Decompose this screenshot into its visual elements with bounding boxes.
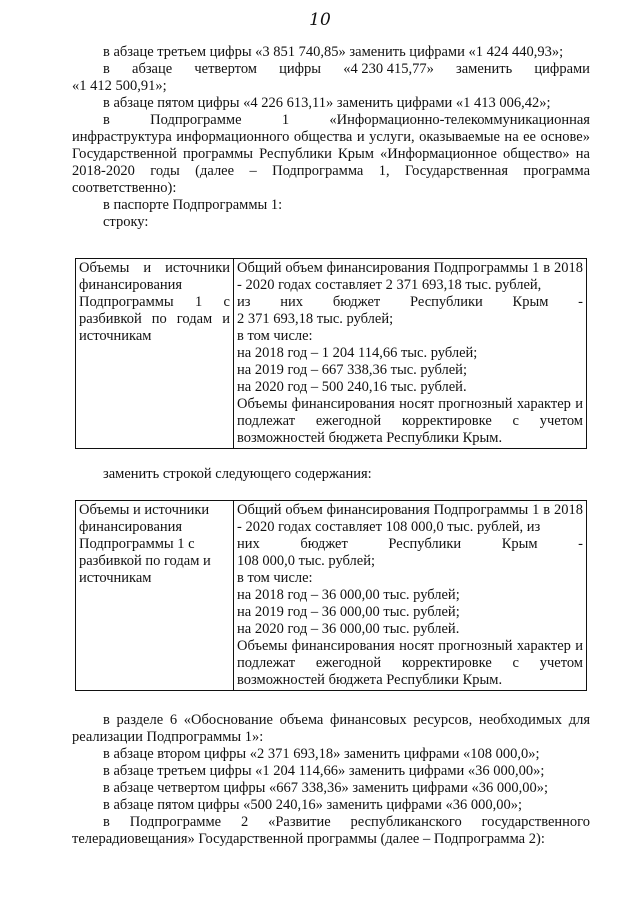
table-old-line-3: 2 371 693,18 тыс. рублей; bbox=[237, 311, 394, 327]
table-old bbox=[75, 258, 587, 449]
word: Крым bbox=[501, 536, 538, 552]
table-old-line-6: на 2019 год – 667 338,36 тыс. рублей; bbox=[237, 362, 467, 378]
page-number: 10 bbox=[309, 10, 331, 30]
word: Крым bbox=[512, 294, 549, 310]
table-old-content-cell bbox=[234, 259, 587, 449]
table-old-line-2 bbox=[237, 294, 583, 311]
outro-paragraph-5: в абзаце пятом цифры «500 240,16» заменить цифрами «36 000,00»; bbox=[103, 797, 523, 813]
table-old-line-8: Объемы финансирования носят прогнозный характер и подлежат ежегодной корректировке с учетом возможностей бюджета Республики Крым. bbox=[237, 396, 583, 446]
table-row bbox=[76, 501, 587, 691]
table-new-line-6: на 2019 год – 36 000,00 тыс. рублей; bbox=[237, 604, 460, 620]
outro-paragraph-6-rest: телерадиовещания» Государственной программы (далее – Подпрограмма 2): bbox=[72, 831, 545, 847]
word: из bbox=[237, 294, 251, 310]
replace-line: заменить строкой следующего содержания: bbox=[103, 466, 372, 482]
word: 1 bbox=[281, 112, 290, 128]
intro-paragraph-5: в паспорте Подпрограммы 1: bbox=[103, 197, 283, 213]
table-old-line-1: Общий объем финансирования Подпрограммы 1 в 2018 - 2020 годах составляет 2 371 693,18 тыс. рублей, bbox=[237, 260, 583, 293]
table-new-content-cell bbox=[234, 501, 587, 691]
word: государственного bbox=[481, 814, 590, 830]
outro-block bbox=[72, 712, 590, 848]
word: них bbox=[280, 294, 304, 310]
table-new-line-2 bbox=[237, 536, 583, 553]
word: них bbox=[237, 536, 260, 552]
word: заменить bbox=[456, 61, 513, 77]
intro-paragraph-3: в абзаце пятом цифры «4 226 613,11» заменить цифрами «1 413 006,42»; bbox=[103, 95, 551, 111]
table-new-line-1: Общий объем финансирования Подпрограммы 1 в 2018 - 2020 годах составляет 108 000,0 тыс. рублей, из bbox=[237, 502, 583, 535]
word: цифрами bbox=[534, 61, 590, 77]
table-new-line-7: на 2020 год – 36 000,00 тыс. рублей. bbox=[237, 621, 460, 637]
word: республиканского bbox=[350, 814, 462, 830]
word: Подпрограмме bbox=[150, 112, 242, 128]
word: Республики bbox=[410, 294, 483, 310]
intro-paragraph-2-end: «1 412 500,91»; bbox=[72, 78, 167, 94]
outro-paragraph-4: в абзаце четвертом цифры «667 338,36» заменить цифрами «36 000,00»; bbox=[103, 780, 548, 796]
intro-paragraph-4-line bbox=[72, 112, 590, 129]
table-new-line-3: 108 000,0 тыс. рублей; bbox=[237, 553, 375, 569]
word: - bbox=[578, 536, 583, 552]
word: «Развитие bbox=[268, 814, 331, 830]
table-new-label-cell: Объемы и источники финансирования Подпрограммы 1 с разбивкой по годам и источникам bbox=[76, 501, 234, 691]
word: Республики bbox=[388, 536, 462, 552]
table-new bbox=[75, 500, 587, 691]
outro-paragraph-2: в абзаце втором цифры «2 371 693,18» заменить цифрами «108 000,0»; bbox=[103, 746, 540, 762]
word: - bbox=[578, 294, 583, 310]
word: цифры bbox=[279, 61, 322, 77]
word: бюджет bbox=[332, 294, 381, 310]
table-old-line-5: на 2018 год – 1 204 114,66 тыс. рублей; bbox=[237, 345, 478, 361]
table-old-line-7: на 2020 год – 500 240,16 тыс. рублей. bbox=[237, 379, 467, 395]
intro-paragraph-4-rest: инфраструктура информационного общества и услуги, оказываемые на ее основе» Государственной программы Республики Крым «Информационное общество» на 2018-2020 годы (далее – Подпрограмма 1, Государственная программа соответственно): bbox=[72, 129, 590, 196]
intro-paragraph-1: в абзаце третьем цифры «3 851 740,85» заменить цифрами «1 424 440,93»; bbox=[103, 44, 564, 60]
replace-block bbox=[72, 466, 590, 483]
word: бюджет bbox=[300, 536, 348, 552]
table-old-line-4: в том числе: bbox=[237, 328, 313, 344]
table-new-line-4: в том числе: bbox=[237, 570, 313, 586]
table-row bbox=[76, 259, 587, 449]
word: абзаце bbox=[132, 61, 173, 77]
outro-paragraph-1: в разделе 6 «Обоснование объема финансовых ресурсов, необходимых для реализации Подпрограммы 1»: bbox=[72, 712, 590, 745]
intro-paragraph-6: строку: bbox=[103, 214, 149, 230]
word: в bbox=[103, 112, 110, 128]
table-new-line-5: на 2018 год – 36 000,00 тыс. рублей; bbox=[237, 587, 460, 603]
word: «4 230 415,77» bbox=[343, 61, 434, 77]
word: Подпрограмме bbox=[129, 814, 222, 830]
word: 2 bbox=[240, 814, 249, 830]
intro-block bbox=[72, 44, 590, 231]
word: в bbox=[103, 814, 110, 830]
outro-paragraph-3: в абзаце третьем цифры «1 204 114,66» заменить цифрами «36 000,00»; bbox=[103, 763, 545, 779]
outro-paragraph-6-line bbox=[72, 814, 590, 831]
table-old-label-cell: Объемы и источники финансирования Подпрограммы 1 с разбивкой по годам и источникам bbox=[76, 259, 234, 449]
word: «Информационно-телекоммуникационная bbox=[329, 112, 590, 128]
word: четвертом bbox=[194, 61, 257, 77]
table-new-line-8: Объемы финансирования носят прогнозный характер и подлежат ежегодной корректировке с учетом возможностей бюджета Республики Крым. bbox=[237, 638, 583, 688]
intro-paragraph-2-line bbox=[72, 61, 590, 78]
word: в bbox=[103, 61, 110, 77]
